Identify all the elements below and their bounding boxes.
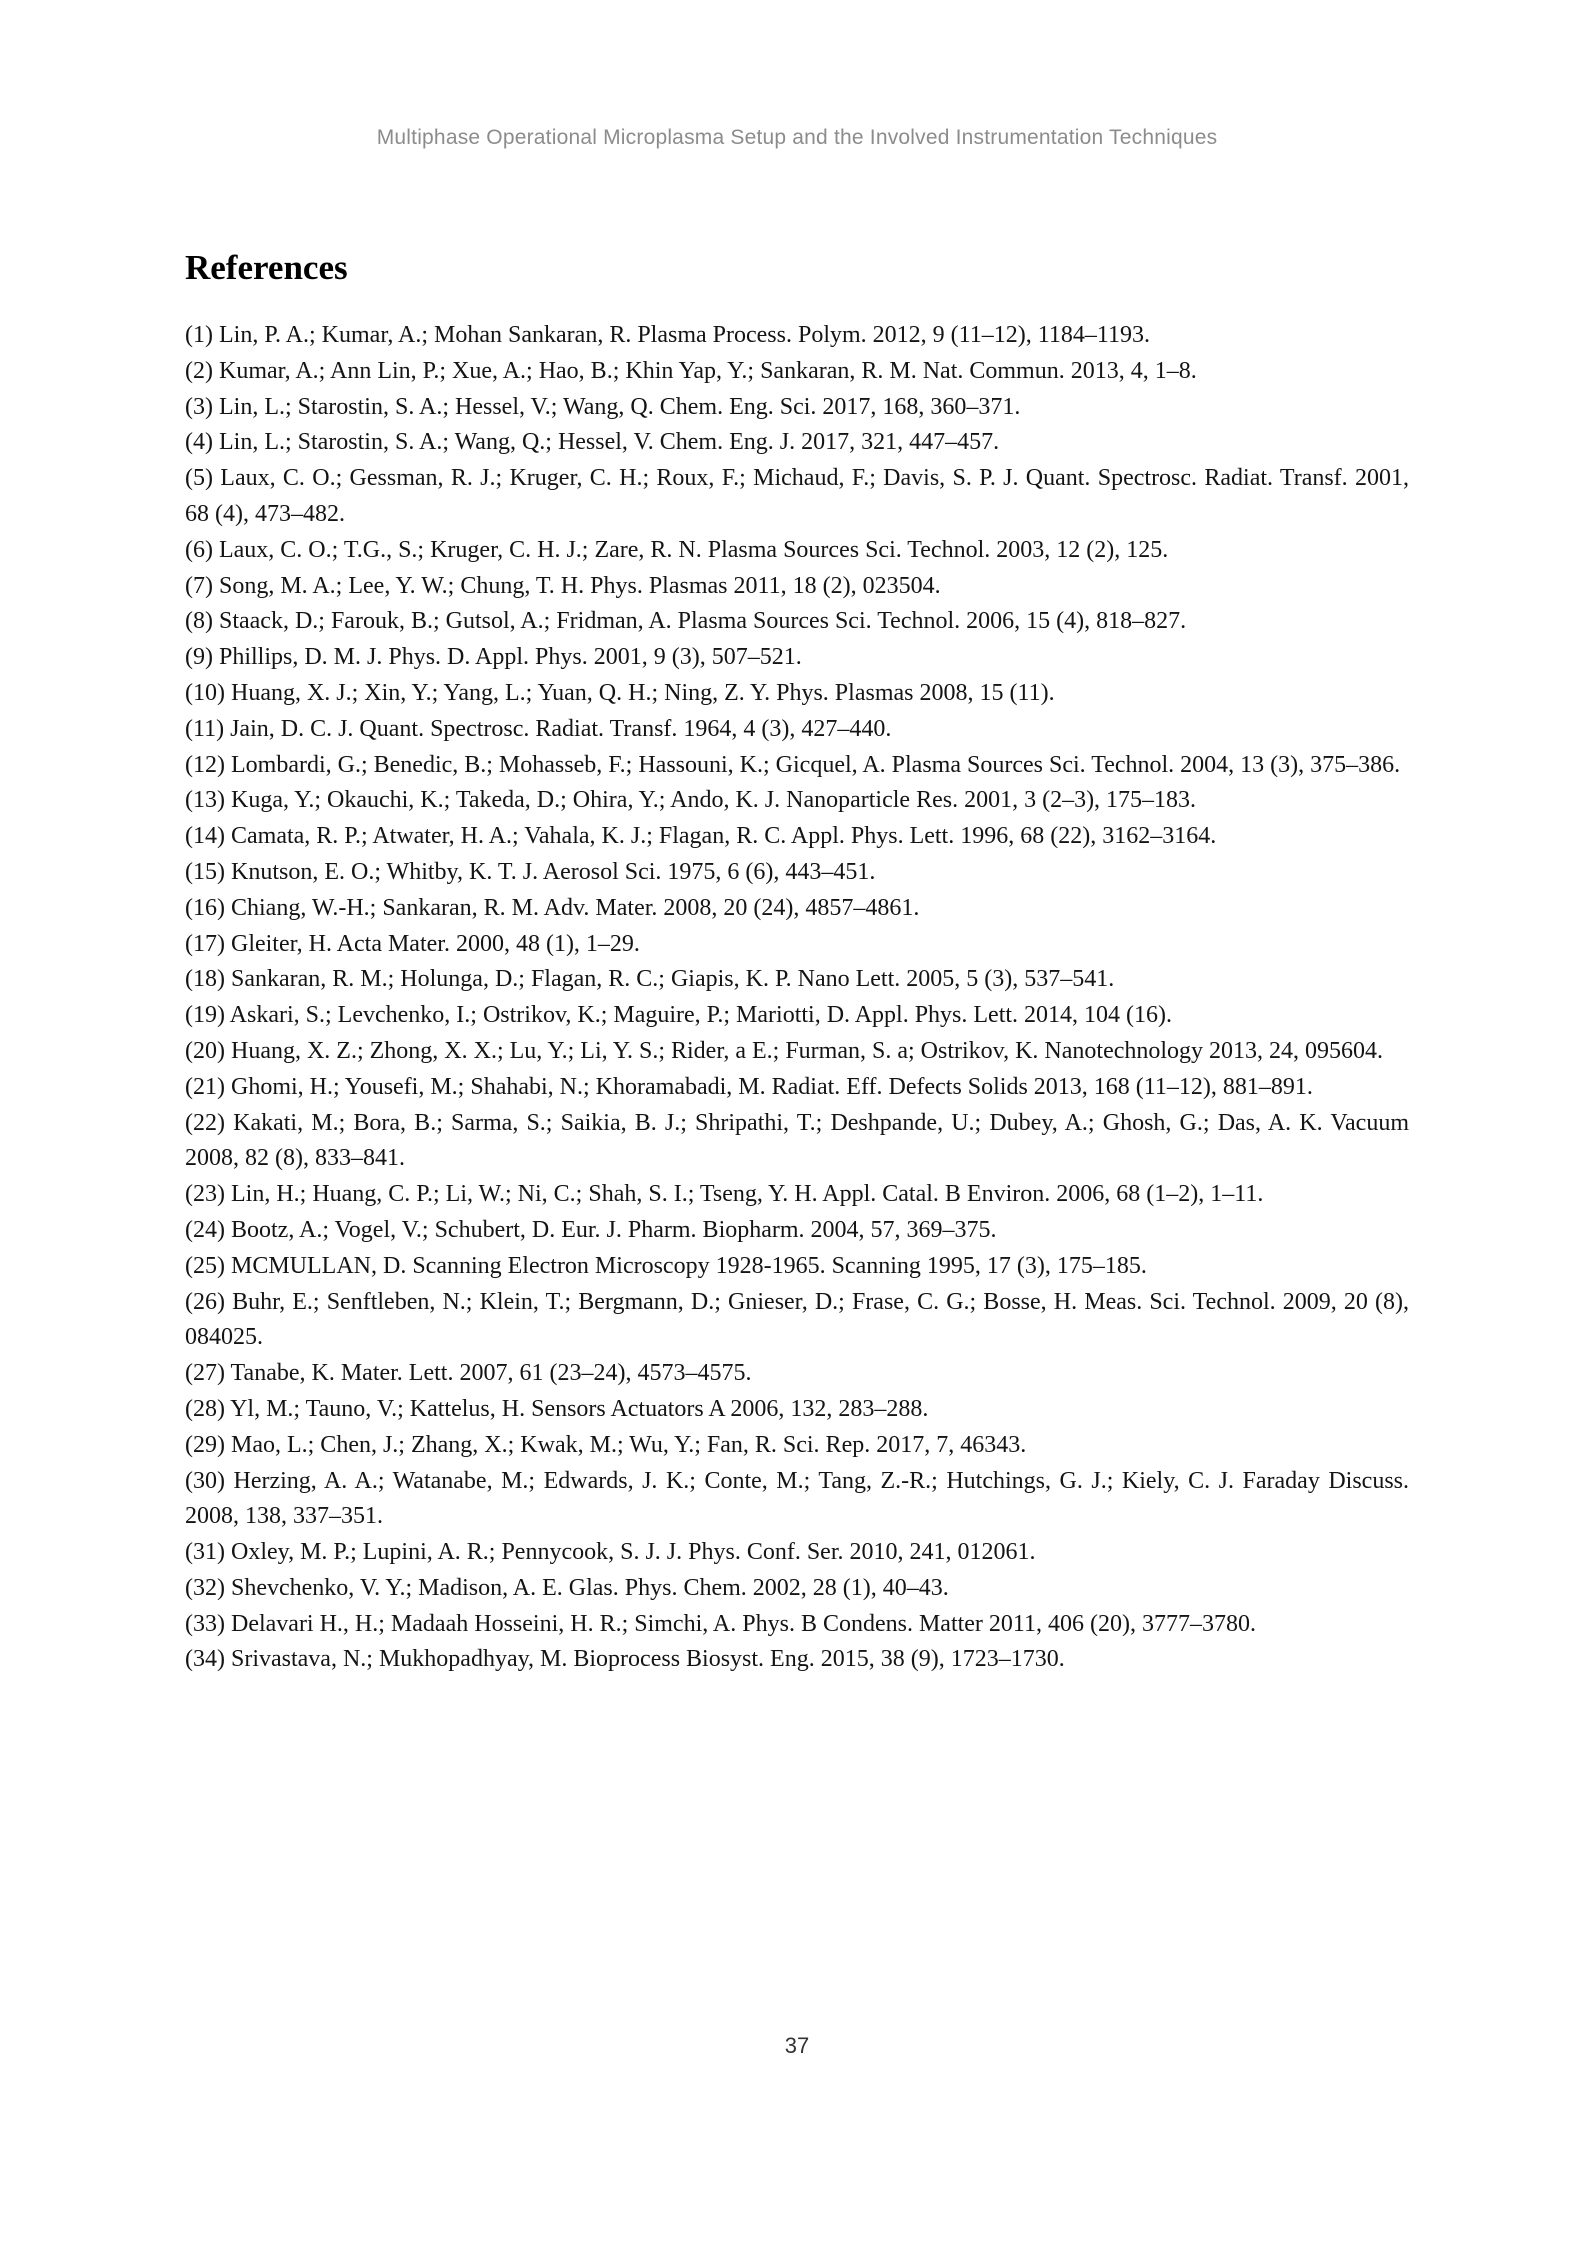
reference-item: (33) Delavari H., H.; Madaah Hosseini, H. R.; Simchi, A. Phys. B Condens. Matter 2011, 406 (20), 3777–3780. [185, 1610, 1257, 1637]
reference-item: (27) Tanabe, K. Mater. Lett. 2007, 61 (23–24), 4573–4575. [185, 1360, 752, 1387]
reference-item: (32) Shevchenko, V. Y.; Madison, A. E. Glas. Phys. Chem. 2002, 28 (1), 40–43. [185, 1574, 949, 1601]
reference-item: (31) Oxley, M. P.; Lupini, A. R.; Pennycook, S. J. J. Phys. Conf. Ser. 2010, 241, 012061. [185, 1539, 1036, 1566]
reference-item: (11) Jain, D. C. J. Quant. Spectrosc. Radiat. Transf. 1964, 4 (3), 427–440. [185, 715, 892, 742]
section-title: References [185, 248, 348, 287]
reference-item: (14) Camata, R. P.; Atwater, H. A.; Vahala, K. J.; Flagan, R. C. Appl. Phys. Lett. 1996, 68 (22), 3162–3164. [185, 823, 1217, 850]
reference-item: (2) Kumar, A.; Ann Lin, P.; Xue, A.; Hao, B.; Khin Yap, Y.; Sankaran, R. M. Nat. Commun. 2013, 4, 1–8. [185, 357, 1197, 384]
reference-item: (20) Huang, X. Z.; Zhong, X. X.; Lu, Y.; Li, Y. S.; Rider, a E.; Furman, S. a; Ostrikov, K. Nanotechnology 2013, 24, 095604. [185, 1037, 1384, 1064]
page-content [185, 248, 1409, 1678]
reference-item: (24) Bootz, A.; Vogel, V.; Schubert, D. Eur. J. Pharm. Biopharm. 2004, 57, 369–375. [185, 1216, 997, 1243]
reference-item: (4) Lin, L.; Starostin, S. A.; Wang, Q.; Hessel, V. Chem. Eng. J. 2017, 321, 447–457. [185, 429, 1000, 456]
reference-item: (10) Huang, X. J.; Xin, Y.; Yang, L.; Yuan, Q. H.; Ning, Z. Y. Phys. Plasmas 2008, 15 (11). [185, 679, 1055, 706]
reference-item: (28) Yl, M.; Tauno, V.; Kattelus, H. Sensors Actuators A 2006, 132, 283–288. [185, 1395, 929, 1422]
reference-item: (5) Laux, C. O.; Gessman, R. J.; Kruger, C. H.; Roux, F.; Michaud, F.; Davis, S. P. J. Quant. Spectrosc. Radiat. Transf. 2001, 68 (4), 473–482. [185, 465, 1409, 527]
reference-item: (1) Lin, P. A.; Kumar, A.; Mohan Sankaran, R. Plasma Process. Polym. 2012, 9 (11–12), 1184–1193. [185, 322, 1150, 348]
reference-item: (25) MCMULLAN, D. Scanning Electron Microscopy 1928-1965. Scanning 1995, 17 (3), 175–185. [185, 1252, 1147, 1279]
reference-item: (23) Lin, H.; Huang, C. P.; Li, W.; Ni, C.; Shah, S. I.; Tseng, Y. H. Appl. Catal. B Environ. 2006, 68 (1–2), 1–11. [185, 1181, 1264, 1208]
reference-item: (18) Sankaran, R. M.; Holunga, D.; Flagan, R. C.; Giapis, K. P. Nano Lett. 2005, 5 (3), 537–541. [185, 966, 1115, 993]
reference-item: (30) Herzing, A. A.; Watanabe, M.; Edwards, J. K.; Conte, M.; Tang, Z.-R.; Hutchings, G. J.; Kiely, C. J. Faraday Discuss. 2008, 138, 337–351. [185, 1467, 1409, 1530]
reference-item: (9) Phillips, D. M. J. Phys. D. Appl. Phys. 2001, 9 (3), 507–521. [185, 644, 802, 671]
running-head: Multiphase Operational Microplasma Setup and the Involved Instrumentation Techniques [376, 126, 1218, 149]
reference-item: (6) Laux, C. O.; T.G., S.; Kruger, C. H. J.; Zare, R. N. Plasma Sources Sci. Technol. 2003, 12 (2), 125. [185, 536, 1169, 563]
reference-item: (12) Lombardi, G.; Benedic, B.; Mohasseb, F.; Hassouni, K.; Gicquel, A. Plasma Sources Sci. Technol. 2004, 13 (3), 375–386. [185, 751, 1401, 778]
reference-item: (15) Knutson, E. O.; Whitby, K. T. J. Aerosol Sci. 1975, 6 (6), 443–451. [185, 858, 876, 885]
reference-item: (16) Chiang, W.-H.; Sankaran, R. M. Adv. Mater. 2008, 20 (24), 4857–4861. [185, 894, 920, 921]
reference-item: (3) Lin, L.; Starostin, S. A.; Hessel, V.; Wang, Q. Chem. Eng. Sci. 2017, 168, 360–371. [185, 393, 1021, 420]
reference-item: (19) Askari, S.; Levchenko, I.; Ostrikov, K.; Maguire, P.; Mariotti, D. Appl. Phys. Lett. 2014, 104 (16). [185, 1002, 1173, 1029]
reference-item: (8) Staack, D.; Farouk, B.; Gutsol, A.; Fridman, A. Plasma Sources Sci. Technol. 2006, 15 (4), 818–827. [185, 608, 1187, 635]
reference-item: (26) Buhr, E.; Senftleben, N.; Klein, T.; Bergmann, D.; Gnieser, D.; Frase, C. G.; Bosse, H. Meas. Sci. Technol. 2009, 20 (8), 084025. [185, 1288, 1409, 1351]
reference-item: (7) Song, M. A.; Lee, Y. W.; Chung, T. H. Phys. Plasmas 2011, 18 (2), 023504. [185, 572, 941, 599]
reference-item: (17) Gleiter, H. Acta Mater. 2000, 48 (1), 1–29. [185, 930, 640, 957]
reference-item: (13) Kuga, Y.; Okauchi, K.; Takeda, D.; Ohira, Y.; Ando, K. J. Nanoparticle Res. 2001, 3 (2–3), 175–183. [185, 787, 1197, 814]
reference-item: (29) Mao, L.; Chen, J.; Zhang, X.; Kwak, M.; Wu, Y.; Fan, R. Sci. Rep. 2017, 7, 46343. [185, 1431, 1027, 1458]
reference-item: (34) Srivastava, N.; Mukhopadhyay, M. Bioprocess Biosyst. Eng. 2015, 38 (9), 1723–1730. [185, 1646, 1065, 1673]
reference-item: (22) Kakati, M.; Bora, B.; Sarma, S.; Saikia, B. J.; Shripathi, T.; Deshpande, U.; Dubey, A.; Ghosh, G.; Das, A. K. Vacuum 2008, 82 (8), 833–841. [185, 1109, 1409, 1172]
page-number: 37 [784, 2033, 810, 2058]
reference-item: (21) Ghomi, H.; Yousefi, M.; Shahabi, N.; Khoramabadi, M. Radiat. Eff. Defects Solids 2013, 168 (11–12), 881–891. [185, 1073, 1313, 1100]
references-list [185, 318, 1409, 1678]
